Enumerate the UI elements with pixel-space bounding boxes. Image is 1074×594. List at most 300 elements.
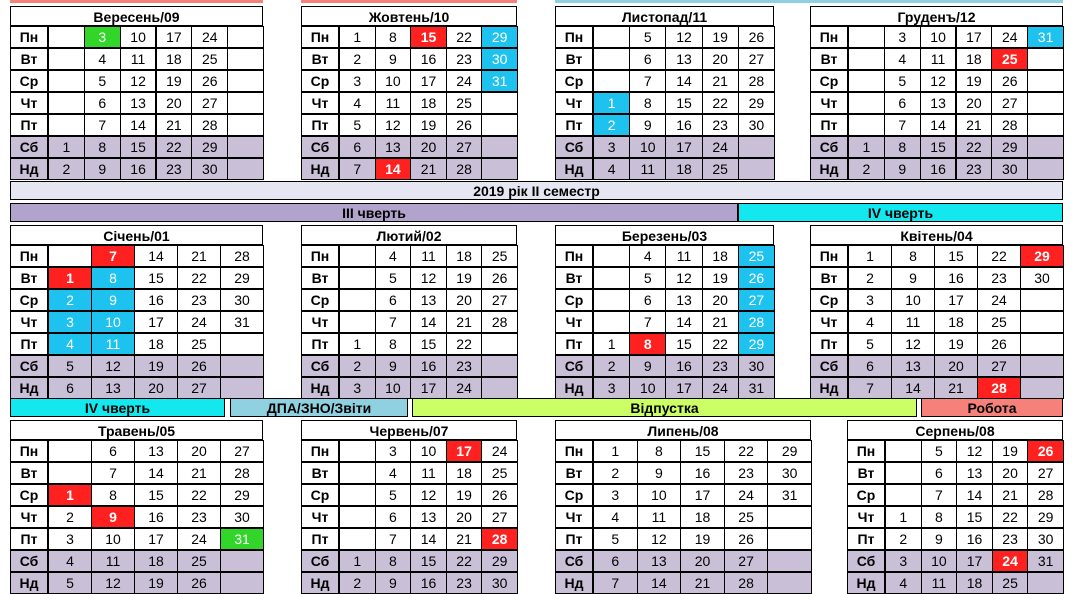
day-cell: 21 — [702, 311, 739, 333]
day-cell: 22 — [446, 26, 483, 48]
day-cell: 22 — [724, 440, 769, 462]
day-cell — [227, 70, 264, 92]
weekday-label: Нд — [301, 158, 339, 180]
day-cell: 8 — [884, 136, 921, 158]
day-cell: 18 — [134, 550, 178, 572]
day-cell: 3 — [593, 377, 630, 399]
day-cell: 10 — [920, 26, 957, 48]
weekday-label: Пн — [10, 440, 48, 462]
weekday-label: Сб — [301, 550, 339, 572]
day-cell — [339, 311, 376, 333]
day-cell: 7 — [629, 70, 666, 92]
day-cell: 13 — [91, 377, 135, 399]
day-cell — [227, 92, 264, 114]
month-title: Вересень/09 — [10, 6, 263, 26]
day-cell: 14 — [375, 158, 412, 180]
weekday-label: Чт — [555, 506, 593, 528]
day-cell: 22 — [702, 333, 739, 355]
weekday-label: Вт — [301, 462, 339, 484]
day-cell: 17 — [956, 550, 993, 572]
day-cell: 23 — [724, 462, 769, 484]
day-cell: 28 — [977, 377, 1021, 399]
day-cell: 24 — [446, 70, 483, 92]
day-cell: 11 — [637, 506, 682, 528]
day-cell — [220, 550, 264, 572]
day-cell: 20 — [992, 462, 1029, 484]
weekday-label: Чт — [555, 311, 593, 333]
day-cell: 9 — [375, 48, 412, 70]
weekday-label: Пт — [810, 333, 848, 355]
day-cell: 15 — [410, 550, 447, 572]
day-cell — [885, 484, 922, 506]
day-cell: 15 — [665, 92, 702, 114]
weekday-label: Нд — [847, 572, 885, 594]
day-cell: 31 — [1027, 550, 1064, 572]
day-cell: 2 — [48, 506, 92, 528]
day-cell: 23 — [992, 528, 1029, 550]
day-cell: 30 — [767, 462, 812, 484]
day-cell: 20 — [934, 355, 978, 377]
day-cell: 1 — [848, 136, 885, 158]
day-cell: 31 — [1027, 26, 1064, 48]
day-cell: 2 — [339, 572, 376, 594]
day-cell: 8 — [84, 136, 121, 158]
day-cell: 22 — [177, 267, 221, 289]
weekday-label: Ср — [301, 70, 339, 92]
day-cell: 17 — [665, 377, 702, 399]
month-title: Березень/03 — [555, 225, 774, 245]
weekday-label: Пн — [301, 26, 339, 48]
weekday-label: Вт — [555, 267, 593, 289]
day-cell: 3 — [84, 26, 121, 48]
day-cell: 2 — [48, 158, 85, 180]
day-cell: 12 — [665, 267, 702, 289]
weekday-label: Нд — [301, 377, 339, 399]
day-cell: 1 — [848, 245, 892, 267]
day-cell — [848, 26, 885, 48]
weekday-label: Пн — [10, 245, 48, 267]
day-cell — [885, 440, 922, 462]
weekday-label: Пн — [555, 245, 593, 267]
day-cell: 11 — [375, 92, 412, 114]
day-cell: 26 — [481, 484, 518, 506]
weekday-label: Чт — [10, 311, 48, 333]
day-cell: 7 — [593, 572, 638, 594]
day-cell: 10 — [629, 136, 666, 158]
day-cell: 6 — [629, 289, 666, 311]
day-cell — [339, 528, 376, 550]
day-cell: 6 — [375, 289, 412, 311]
day-cell: 5 — [848, 333, 892, 355]
day-cell: 20 — [446, 506, 483, 528]
day-cell: 21 — [956, 114, 993, 136]
day-cell: 27 — [177, 377, 221, 399]
weekday-label: Нд — [555, 158, 593, 180]
day-cell: 16 — [680, 462, 725, 484]
weekday-label: Пн — [555, 26, 593, 48]
day-cell: 15 — [120, 136, 157, 158]
day-cell: 1 — [593, 92, 630, 114]
weekday-label: Чт — [847, 506, 885, 528]
day-cell: 31 — [767, 484, 812, 506]
day-cell: 10 — [120, 26, 157, 48]
day-cell: 26 — [177, 355, 221, 377]
day-cell: 19 — [134, 355, 178, 377]
quarter-bar: ІІІ чверть — [10, 203, 738, 222]
weekday-label: Пт — [301, 333, 339, 355]
day-cell: 2 — [339, 355, 376, 377]
quarter-bar: ІV чверть — [738, 203, 1063, 222]
day-cell: 9 — [91, 289, 135, 311]
weekday-label: Нд — [10, 572, 48, 594]
day-cell — [227, 26, 264, 48]
day-cell — [1027, 114, 1064, 136]
weekday-label: Чт — [810, 92, 848, 114]
weekday-label: Чт — [301, 92, 339, 114]
weekday-label: Вт — [10, 48, 48, 70]
day-cell: 13 — [410, 289, 447, 311]
weekday-label: Ср — [847, 484, 885, 506]
day-cell: 30 — [738, 114, 775, 136]
day-cell: 19 — [702, 267, 739, 289]
day-cell: 31 — [220, 528, 264, 550]
day-cell — [848, 114, 885, 136]
day-cell: 15 — [134, 267, 178, 289]
day-cell: 25 — [991, 48, 1028, 70]
day-cell: 26 — [724, 528, 769, 550]
day-cell: 18 — [446, 462, 483, 484]
day-cell — [48, 26, 85, 48]
day-cell: 13 — [920, 92, 957, 114]
day-cell: 24 — [177, 528, 221, 550]
day-cell: 22 — [992, 506, 1029, 528]
day-cell: 20 — [134, 377, 178, 399]
day-cell: 30 — [738, 355, 775, 377]
weekday-label: Пт — [555, 333, 593, 355]
day-cell: 2 — [593, 462, 638, 484]
day-cell: 30 — [220, 506, 264, 528]
weekday-label: Чт — [555, 92, 593, 114]
day-cell — [220, 333, 264, 355]
top-strip — [301, 0, 517, 3]
weekday-label: Вт — [10, 462, 48, 484]
day-cell: 9 — [637, 462, 682, 484]
weekday-label: Пт — [555, 528, 593, 550]
day-cell: 27 — [738, 48, 775, 70]
day-cell: 10 — [91, 311, 135, 333]
weekday-label: Вт — [555, 462, 593, 484]
day-cell — [1027, 572, 1064, 594]
day-cell — [593, 26, 630, 48]
day-cell: 17 — [665, 136, 702, 158]
day-cell: 19 — [702, 26, 739, 48]
weekday-label: Пн — [10, 26, 48, 48]
weekday-label: Пт — [301, 528, 339, 550]
day-cell — [227, 48, 264, 70]
day-cell: 14 — [134, 245, 178, 267]
day-cell: 24 — [724, 484, 769, 506]
day-cell: 18 — [956, 48, 993, 70]
day-cell: 9 — [884, 158, 921, 180]
day-cell — [1027, 92, 1064, 114]
day-cell: 26 — [738, 267, 775, 289]
day-cell: 16 — [410, 48, 447, 70]
day-cell: 21 — [156, 114, 193, 136]
day-cell: 17 — [410, 377, 447, 399]
day-cell: 29 — [191, 136, 228, 158]
day-cell: 18 — [680, 506, 725, 528]
day-cell: 19 — [956, 70, 993, 92]
day-cell: 3 — [339, 377, 376, 399]
day-cell: 19 — [156, 70, 193, 92]
day-cell — [767, 572, 812, 594]
period-bar: Відпустка — [412, 398, 917, 417]
day-cell — [1027, 158, 1064, 180]
day-cell: 9 — [629, 114, 666, 136]
day-cell: 10 — [629, 377, 666, 399]
day-cell: 17 — [134, 311, 178, 333]
day-cell: 17 — [956, 26, 993, 48]
day-cell: 12 — [120, 70, 157, 92]
day-cell: 5 — [48, 572, 92, 594]
day-cell — [1027, 48, 1064, 70]
day-cell: 17 — [410, 70, 447, 92]
day-cell: 21 — [446, 311, 483, 333]
day-cell: 25 — [738, 245, 775, 267]
weekday-label: Пт — [301, 114, 339, 136]
day-cell: 14 — [956, 484, 993, 506]
day-cell: 13 — [410, 506, 447, 528]
weekday-label: Пт — [10, 528, 48, 550]
day-cell: 21 — [934, 377, 978, 399]
day-cell: 31 — [481, 70, 518, 92]
day-cell: 27 — [481, 289, 518, 311]
day-cell — [227, 114, 264, 136]
day-cell — [481, 114, 518, 136]
day-cell: 20 — [702, 48, 739, 70]
day-cell: 14 — [134, 462, 178, 484]
month-title: Груденъ/12 — [810, 6, 1063, 26]
day-cell: 21 — [177, 245, 221, 267]
weekday-label: Сб — [10, 550, 48, 572]
day-cell: 9 — [84, 158, 121, 180]
day-cell: 12 — [91, 572, 135, 594]
weekday-label: Нд — [10, 158, 48, 180]
day-cell: 14 — [665, 311, 702, 333]
day-cell: 8 — [375, 26, 412, 48]
weekday-label: Нд — [810, 158, 848, 180]
weekday-label: Ср — [10, 70, 48, 92]
day-cell: 16 — [410, 572, 447, 594]
day-cell: 10 — [891, 289, 935, 311]
day-cell — [738, 136, 775, 158]
day-cell: 19 — [992, 440, 1029, 462]
day-cell: 9 — [629, 355, 666, 377]
day-cell: 31 — [220, 311, 264, 333]
weekday-label: Ср — [810, 289, 848, 311]
day-cell — [481, 377, 518, 399]
weekday-label: Чт — [10, 92, 48, 114]
day-cell: 6 — [339, 136, 376, 158]
day-cell: 5 — [84, 70, 121, 92]
day-cell: 25 — [191, 48, 228, 70]
day-cell: 1 — [48, 484, 92, 506]
day-cell: 29 — [220, 267, 264, 289]
day-cell: 3 — [885, 550, 922, 572]
day-cell — [339, 462, 376, 484]
day-cell: 29 — [738, 333, 775, 355]
day-cell: 8 — [91, 267, 135, 289]
day-cell: 7 — [375, 528, 412, 550]
day-cell — [593, 289, 630, 311]
month-title: Лютий/02 — [301, 225, 517, 245]
day-cell: 2 — [593, 114, 630, 136]
weekday-label: Нд — [555, 377, 593, 399]
day-cell: 24 — [191, 26, 228, 48]
day-cell — [593, 245, 630, 267]
day-cell: 4 — [84, 48, 121, 70]
day-cell: 3 — [48, 528, 92, 550]
month-title: Листопад/11 — [555, 6, 774, 26]
day-cell — [481, 333, 518, 355]
day-cell: 12 — [410, 267, 447, 289]
day-cell: 24 — [991, 26, 1028, 48]
month-title: Травень/05 — [10, 420, 263, 440]
day-cell: 25 — [992, 572, 1029, 594]
day-cell — [48, 245, 92, 267]
semester-bar: 2019 рік ІІ семестр — [10, 181, 1063, 200]
weekday-label: Пн — [810, 26, 848, 48]
day-cell: 23 — [177, 506, 221, 528]
day-cell: 3 — [375, 440, 412, 462]
weekday-label: Чт — [301, 311, 339, 333]
day-cell: 18 — [156, 48, 193, 70]
weekday-label: Пн — [301, 245, 339, 267]
day-cell: 22 — [956, 136, 993, 158]
day-cell — [767, 528, 812, 550]
month-title: Жовтень/10 — [301, 6, 517, 26]
day-cell: 6 — [629, 48, 666, 70]
day-cell: 6 — [375, 506, 412, 528]
day-cell: 22 — [156, 136, 193, 158]
day-cell: 7 — [91, 462, 135, 484]
day-cell: 30 — [481, 572, 518, 594]
day-cell: 22 — [702, 92, 739, 114]
day-cell: 8 — [375, 550, 412, 572]
day-cell — [339, 289, 376, 311]
day-cell: 12 — [891, 333, 935, 355]
day-cell: 25 — [702, 158, 739, 180]
day-cell: 8 — [891, 245, 935, 267]
day-cell: 26 — [446, 114, 483, 136]
day-cell — [481, 355, 518, 377]
day-cell: 28 — [738, 70, 775, 92]
day-cell: 27 — [191, 92, 228, 114]
day-cell — [481, 92, 518, 114]
day-cell — [1027, 136, 1064, 158]
day-cell: 25 — [481, 245, 518, 267]
day-cell — [48, 70, 85, 92]
weekday-label: Чт — [10, 506, 48, 528]
day-cell: 4 — [339, 92, 376, 114]
day-cell: 18 — [956, 572, 993, 594]
day-cell: 23 — [446, 355, 483, 377]
top-strip — [555, 0, 1063, 3]
day-cell: 28 — [191, 114, 228, 136]
day-cell: 7 — [339, 158, 376, 180]
period-bar: ДПА/ЗНО/Звіти — [230, 398, 408, 417]
day-cell: 9 — [921, 528, 958, 550]
month-title: Серпень/08 — [847, 420, 1063, 440]
day-cell — [339, 440, 376, 462]
day-cell: 30 — [220, 289, 264, 311]
day-cell: 14 — [891, 377, 935, 399]
day-cell: 13 — [956, 462, 993, 484]
day-cell: 20 — [177, 440, 221, 462]
day-cell — [593, 311, 630, 333]
day-cell: 9 — [375, 572, 412, 594]
weekday-label: Чт — [301, 506, 339, 528]
day-cell: 12 — [637, 528, 682, 550]
weekday-label: Ср — [301, 289, 339, 311]
day-cell: 6 — [48, 377, 92, 399]
day-cell: 17 — [134, 528, 178, 550]
day-cell: 21 — [992, 484, 1029, 506]
weekday-label: Пт — [555, 114, 593, 136]
day-cell: 15 — [410, 333, 447, 355]
day-cell: 30 — [481, 48, 518, 70]
day-cell — [593, 70, 630, 92]
day-cell — [227, 136, 264, 158]
day-cell: 1 — [593, 333, 630, 355]
weekday-label: Нд — [810, 377, 848, 399]
weekday-label: Чт — [810, 311, 848, 333]
day-cell: 10 — [637, 484, 682, 506]
day-cell: 16 — [134, 289, 178, 311]
day-cell: 27 — [991, 92, 1028, 114]
day-cell: 13 — [891, 355, 935, 377]
weekday-label: Нд — [301, 572, 339, 594]
day-cell: 14 — [637, 572, 682, 594]
day-cell: 27 — [220, 440, 264, 462]
day-cell: 8 — [91, 484, 135, 506]
day-cell: 24 — [977, 289, 1021, 311]
day-cell — [1020, 355, 1064, 377]
day-cell: 13 — [120, 92, 157, 114]
day-cell — [767, 550, 812, 572]
weekday-label: Вт — [10, 267, 48, 289]
day-cell: 5 — [375, 484, 412, 506]
day-cell: 14 — [410, 311, 447, 333]
day-cell: 24 — [481, 440, 518, 462]
day-cell: 28 — [446, 158, 483, 180]
day-cell: 27 — [481, 506, 518, 528]
day-cell: 10 — [91, 528, 135, 550]
weekday-label: Пт — [10, 114, 48, 136]
day-cell: 8 — [637, 440, 682, 462]
day-cell: 18 — [934, 311, 978, 333]
day-cell: 26 — [977, 333, 1021, 355]
day-cell: 21 — [177, 462, 221, 484]
day-cell: 12 — [375, 114, 412, 136]
month-title: Квітень/04 — [810, 225, 1063, 245]
day-cell: 20 — [956, 92, 993, 114]
day-cell: 24 — [177, 311, 221, 333]
day-cell: 29 — [1020, 245, 1064, 267]
day-cell — [593, 267, 630, 289]
day-cell: 7 — [884, 114, 921, 136]
day-cell: 2 — [593, 355, 630, 377]
